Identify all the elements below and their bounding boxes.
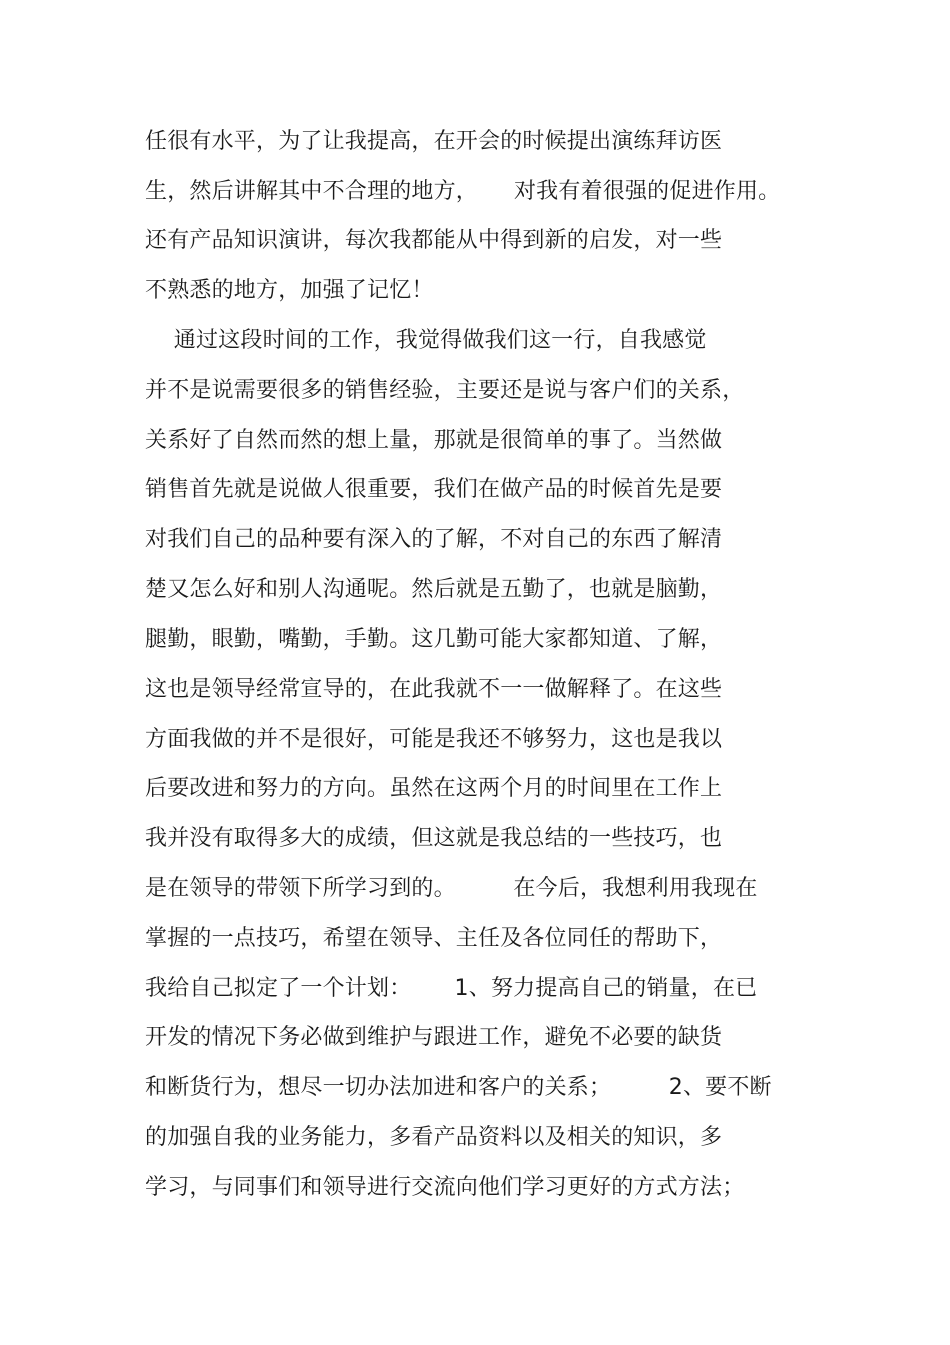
text-line: 不熟悉的地方，加强了记忆！ [145, 278, 434, 303]
text-line: 楚又怎么好和别人沟通呢。然后就是五勤了，也就是脑勤， [145, 577, 723, 602]
text-line: 我给自己拟定了一个计划： 1、努力提高自己的销量，在已 [145, 976, 758, 1001]
text-line: 腿勤，眼勤，嘴勤，手勤。这几勤可能大家都知道、了解， [145, 627, 723, 652]
text-line: 生，然后讲解其中不合理的地方， 对我有着很强的促进作用。 [145, 179, 781, 204]
text-line: 和断货行为，想尽一切办法加进和客户的关系； 2、要不断 [145, 1075, 772, 1100]
text-line: 并不是说需要很多的销售经验，主要还是说与客户们的关系， [145, 378, 745, 403]
text-line: 销售首先就是说做人很重要，我们在做产品的时候首先是要 [145, 477, 723, 502]
text-line: 任很有水平，为了让我提高，在开会的时候提出演练拜访医 [145, 129, 723, 154]
text-line: 方面我做的并不是很好，可能是我还不够努力，这也是我以 [145, 727, 723, 752]
text-line: 这也是领导经常宣导的，在此我就不一一做解释了。在这些 [145, 677, 723, 702]
text-line: 我并没有取得多大的成绩，但这就是我总结的一些技巧，也 [145, 826, 723, 851]
text-line: 关系好了自然而然的想上量，那就是很简单的事了。当然做 [145, 428, 723, 453]
text-line: 是在领导的带领下所学习到的。 在今后，我想利用我现在 [145, 876, 758, 901]
text-line: 的加强自我的业务能力，多看产品资料以及相关的知识，多 [145, 1125, 723, 1150]
text-line: 通过这段时间的工作，我觉得做我们这一行，自我感觉 [145, 328, 707, 353]
text-line: 还有产品知识演讲，每次我都能从中得到新的启发，对一些 [145, 228, 723, 253]
text-line: 后要改进和努力的方向。虽然在这两个月的时间里在工作上 [145, 776, 723, 801]
text-line: 学习，与同事们和领导进行交流向他们学习更好的方式方法； [145, 1175, 745, 1200]
text-line: 掌握的一点技巧，希望在领导、主任及各位同任的帮助下， [145, 926, 723, 951]
text-line: 开发的情况下务必做到维护与跟进工作，避免不必要的缺货 [145, 1025, 723, 1050]
text-line: 对我们自己的品种要有深入的了解，不对自己的东西了解清 [145, 527, 723, 552]
